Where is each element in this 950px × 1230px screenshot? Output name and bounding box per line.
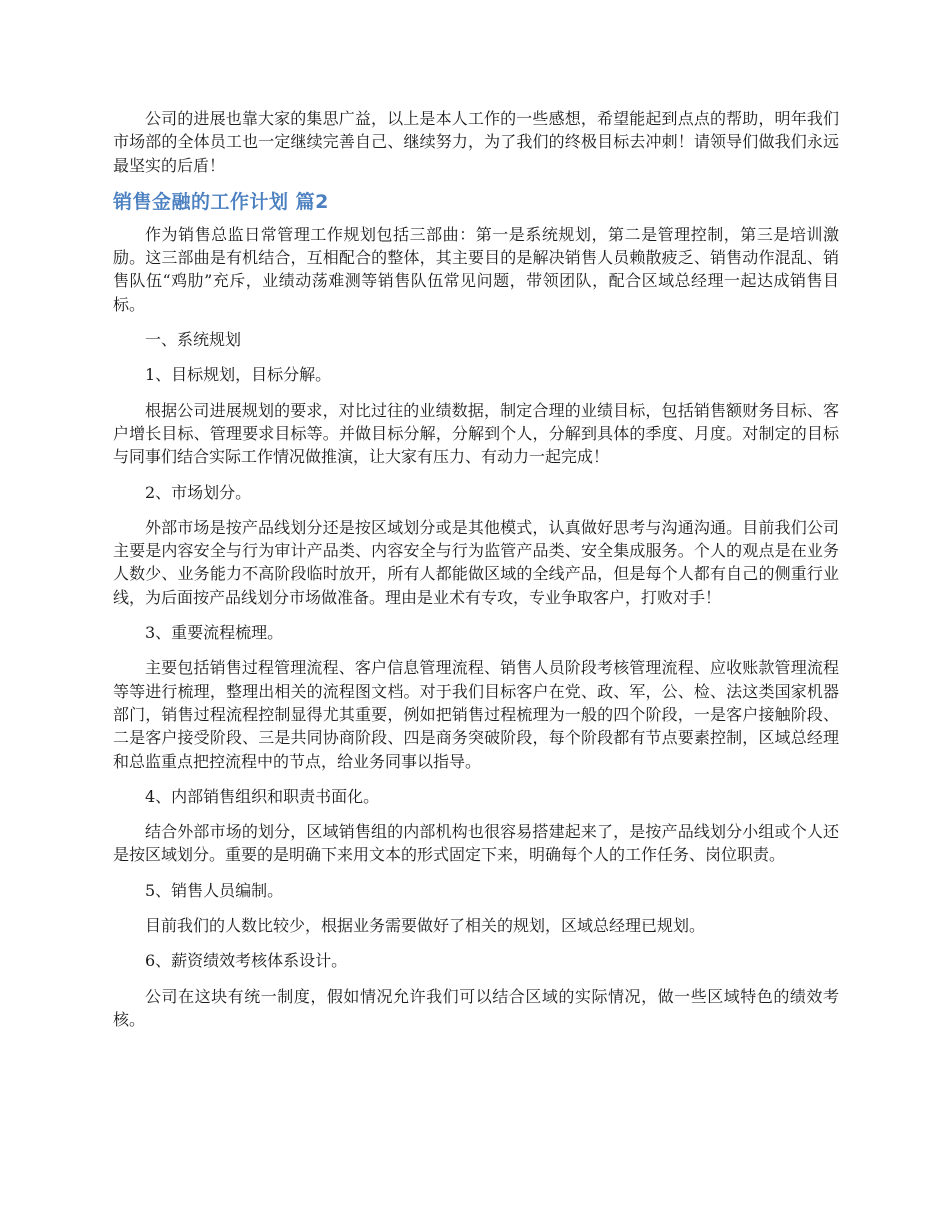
intro-paragraph: 公司的进展也靠大家的集思广益，以上是本人工作的一些感想，希望能起到点点的帮助，明年我们市场部的全体员工也一定继续完善自己、继续努力，为了我们的终极目标去冲刺！请领导们做我们永远最坚实的后盾！ (113, 109, 839, 175)
document-page (113, 107, 839, 1043)
item-title-compensation: 6、薪资绩效考核体系设计。 (145, 951, 348, 971)
market-division-paragraph: 外部市场是按产品线划分还是按区域划分或是其他模式，认真做好思考与沟通沟通。目前我们公司主要是内容安全与行为审计产品类、内容安全与行为监管产品类、安全集成服务。个人的观点是在业务人数少、业务能力不高阶段临时放开，所有人都能做区域的全线产品，但是每个人都有自己的侧重行业线，为后面按产品线划分市场做准备。理由是业术有专攻，专业争取客户，打败对手！ (113, 517, 839, 607)
staffing-paragraph: 目前我们的人数比较少，根据业务需要做好了相关的规划，区域总经理已规划。 (145, 916, 706, 936)
section-title-system-planning: 一、系统规划 (145, 330, 242, 350)
organization-paragraph: 结合外部市场的划分，区域销售组的内部机构也很容易搭建起来了，是按产品线划分小组或个人还是按区域划分。重要的是明确下来用文本的形式固定下来，明确每个人的工作任务、岗位职责。 (113, 822, 839, 865)
item-title-goal-planning: 1、目标规划，目标分解。 (145, 365, 332, 385)
compensation-paragraph: 公司在这块有统一制度，假如情况允许我们可以结合区域的实际情况，做一些区域特色的绩效考核。 (113, 986, 839, 1029)
item-title-staffing: 5、销售人员编制。 (145, 880, 284, 900)
goal-planning-paragraph: 根据公司进展规划的要求，对比过往的业绩数据，制定合理的业绩目标，包括销售额财务目标、客户增长目标、管理要求目标等。并做目标分解，分解到个人，分解到具体的季度、月度。对制定的目标与同事们结合实际工作情况做推演，让大家有压力、有动力一起完成！ (113, 400, 839, 467)
item-title-market-division: 2、市场划分。 (145, 482, 252, 502)
overview-paragraph: 作为销售总监日常管理工作规划包括三部曲：第一是系统规划，第二是管理控制，第三是培训激励。这三部曲是有机结合，互相配合的整体，其主要目的是解决销售人员赖散疲乏、销售动作混乱、销售队伍“鸡肋”充斥，业绩动荡难测等销售队伍常见问题，带领团队，配合区域总经理一起达成销售目标。 (113, 224, 839, 314)
item-title-organization: 4、内部销售组织和职责书面化。 (145, 786, 380, 806)
process-review-paragraph: 主要包括销售过程管理流程、客户信息管理流程、销售人员阶段考核管理流程、应收账款管理流程等等进行梳理，整理出相关的流程图文档。对于我们目标客户在党、政、军，公、检、法这类国家机器部门，销售过程流程控制显得尤其重要，例如把销售过程梳理为一般的四个阶段，一是客户接触阶段、二是客户接受阶段、三是共同协商阶段、四是商务突破阶段，每个阶段都有节点要素控制，区域总经理和总监重点把控流程中的节点，给业务同事以指导。 (113, 658, 839, 771)
item-title-process-review: 3、重要流程梳理。 (145, 623, 284, 643)
section-heading: 销售金融的工作计划 篇2 (113, 190, 329, 213)
